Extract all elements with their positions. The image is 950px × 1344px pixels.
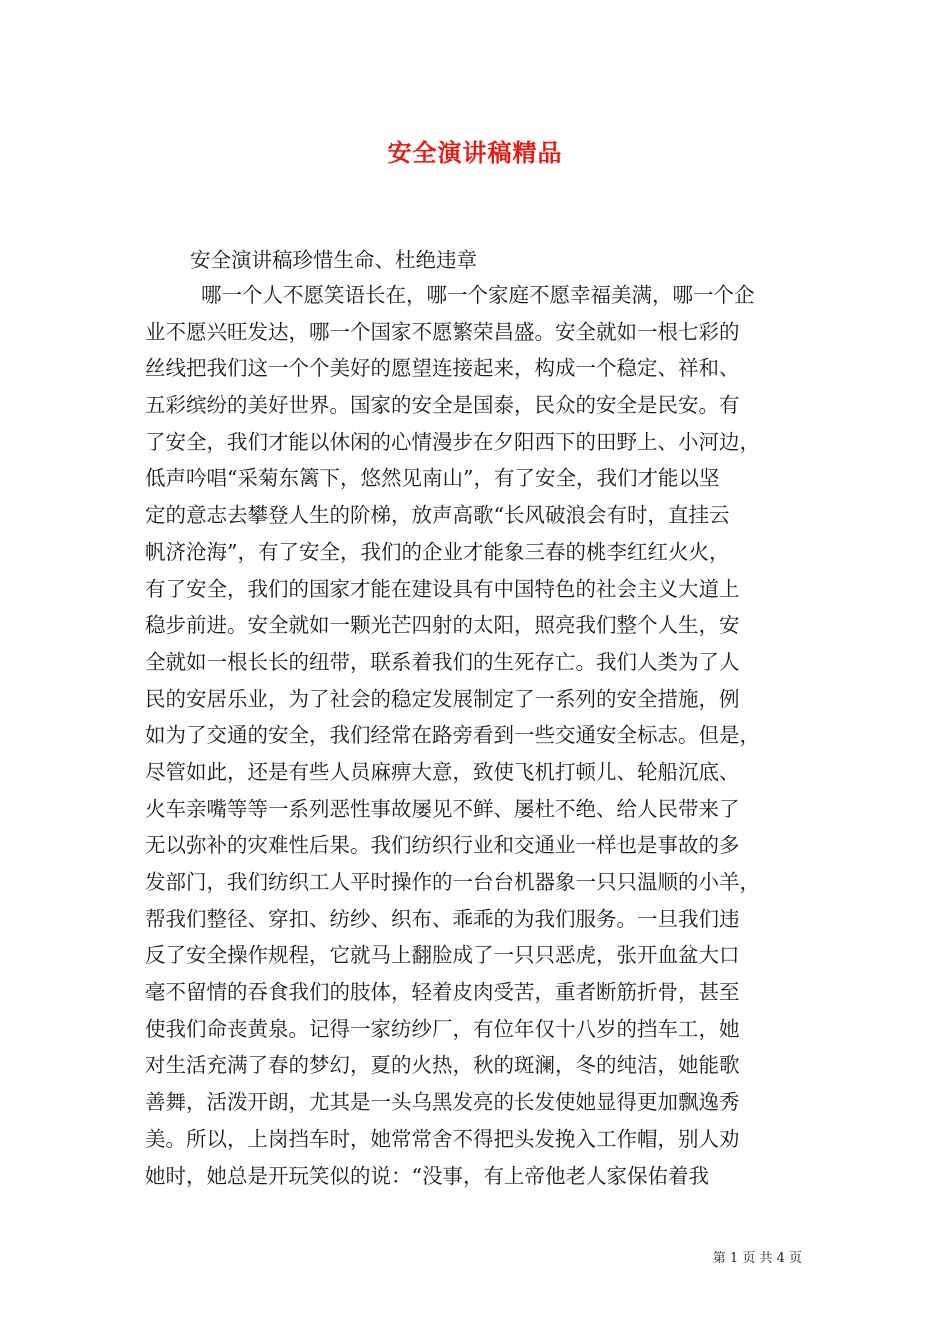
body-line: 了安全，我们才能以休闲的心情漫步在夕阳西下的田野上、小河边，: [145, 429, 760, 454]
body-line: 丝线把我们这一个个美好的愿望连接起来，构成一个稳定、祥和、: [145, 356, 740, 381]
body-line: 全就如一根长长的纽带，联系着我们的生死存亡。我们人类为了人: [145, 649, 740, 674]
body-line: 善舞，活泼开朗，尤其是一头乌黑发亮的长发使她显得更加飘逸秀: [145, 1090, 740, 1115]
body-line: 美。所以，上岗挡车时，她常常舍不得把头发挽入工作帽，别人劝: [145, 1126, 740, 1151]
body-line: 发部门，我们纺织工人平时操作的一台台机器象一只只温顺的小羊，: [145, 870, 760, 894]
body-line: 帮我们整径、穿扣、纺纱、织布、乖乖的为我们服务。一旦我们违: [145, 906, 740, 931]
page-number-footer: 第 1 页 共 4 页: [712, 1251, 802, 1266]
body-line: 火车亲嘴等等一系列恶性事故屡见不鲜、屡杜不绝、给人民带来了: [145, 796, 740, 821]
body-line: 民的安居乐业，为了社会的稳定发展制定了一系列的安全措施，例: [145, 686, 740, 711]
body-line: 反了安全操作规程，它就马上翻脸成了一只只恶虎，张开血盆大口: [145, 943, 740, 968]
document-body: [145, 277, 810, 1194]
document-title: 安全演讲稿精品: [387, 138, 563, 167]
body-line: 哪一个人不愿笑语长在，哪一个家庭不愿幸福美满，哪一个企: [201, 283, 755, 307]
body-line: 业不愿兴旺发达，哪一个国家不愿繁荣昌盛。安全就如一根七彩的: [145, 319, 740, 344]
body-line: 定的意志去攀登人生的阶梯，放声高歌“长风破浪会有时，直挂云: [145, 503, 730, 528]
body-line: 她时，她总是开玩笑似的说：“没事，有上帝他老人家保佑着我: [145, 1163, 709, 1188]
body-line: 尽管如此，还是有些人员麻痹大意，致使飞机打顿儿、轮船沉底、: [145, 759, 740, 784]
body-line: 有了安全，我们的国家才能在建设具有中国特色的社会主义大道上: [145, 576, 740, 601]
body-line: 对生活充满了春的梦幻，夏的火热，秋的斑澜，冬的纯洁，她能歌: [145, 1053, 740, 1078]
body-line: 如为了交通的安全，我们经常在路旁看到一些交通安全标志。但是，: [145, 723, 760, 748]
document-subtitle: 安全演讲稿珍惜生命、杜绝违章: [190, 248, 477, 272]
body-line: 五彩缤纷的美好世界。国家的安全是国泰，民众的安全是民安。有: [145, 393, 740, 418]
body-line: 使我们命丧黄泉。记得一家纺纱厂，有位年仅十八岁的挡车工，她: [145, 1016, 740, 1041]
body-line: 帆济沧海”，有了安全，我们的企业才能象三春的桃李红红火火，: [145, 539, 730, 564]
body-line: 无以弥补的灾难性后果。我们纺织行业和交通业一样也是事故的多: [145, 833, 740, 858]
body-line: 毫不留情的吞食我们的肢体，轻着皮肉受苦，重者断筋折骨，甚至: [145, 980, 740, 1005]
body-line: 低声吟唱“采菊东篱下，悠然见南山”，有了安全，我们才能以坚: [145, 466, 720, 491]
body-line: 稳步前进。安全就如一颗光芒四射的太阳，照亮我们整个人生，安: [145, 613, 740, 638]
